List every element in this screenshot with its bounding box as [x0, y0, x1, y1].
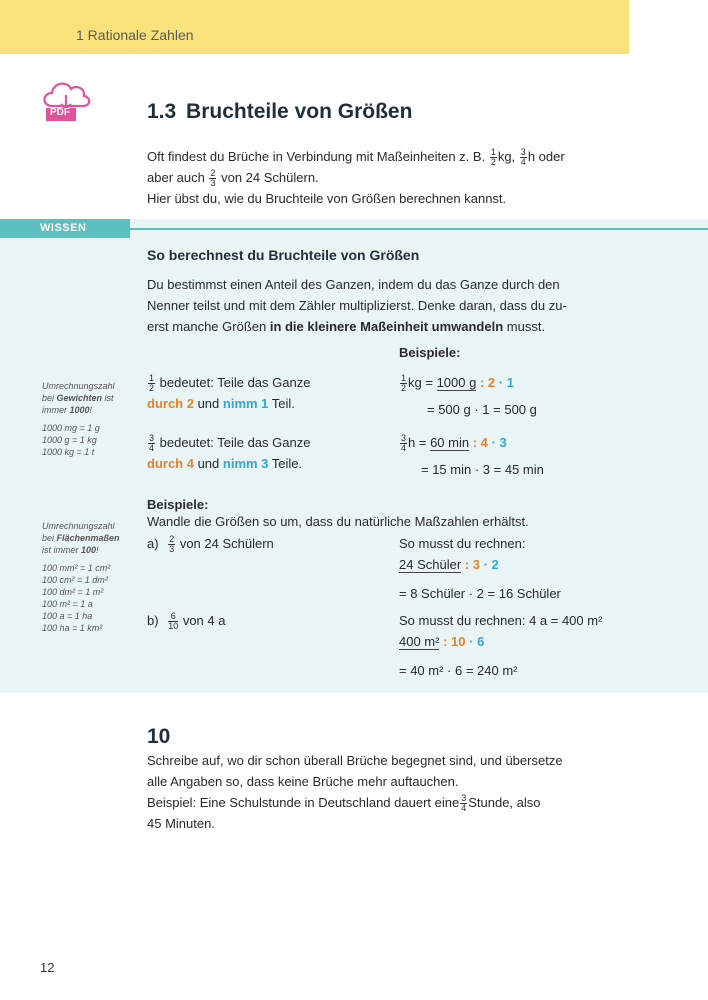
example-kg: $\frac{1}{2}$ kg = 1000 g : 2 · 1 = 500 g · 1 = 500 g: [401, 373, 537, 418]
task-b-calc: So musst du rechnen: 4 a = 400 m² 400 m² : 10 · 6 = 40 m² · 6 = 240 m²: [399, 613, 603, 678]
task-b: b) $\frac{6}{10}$ von 4 a: [147, 611, 226, 632]
task-intro: Wandle die Größen so um, dass du natürliche Maßzahlen erhältst.: [147, 514, 529, 529]
fraction: $\frac{2}{3}$: [210, 168, 216, 189]
fraction: $\frac{3}{4}$: [520, 147, 526, 168]
intro-paragraph: Oft findest du Brüche in Verbindung mit Maßeinheiten z. B. $\frac{1}{2}$ kg, $\frac{3}{4}$ h oder aber auch $\frac{2}{3}$ von 24 Schülern. Hier übst du, wie du Bruchteile von Größen berechnen kannst.: [147, 147, 565, 207]
side-note-areas: Umrechnungszahl bei Flächenmaßen ist immer 100! 100 mm² = 1 cm² 100 cm² = 1 dm² 100 dm² = 1 m² 100 m² = 1 a 100 a = 1 ha 100 ha = 1 km²: [42, 521, 120, 633]
fraction: $\frac{1}{2}$: [490, 147, 496, 168]
wissen-title: So berechnest du Bruchteile von Größen: [147, 247, 420, 263]
beispiele-label: Beispiele:: [399, 345, 461, 360]
rule-three-quarters: $\frac{3}{4}$ bedeutet: Teile das Ganze durch 4 und nimm 3 Teile.: [147, 433, 311, 472]
task-a: a) $\frac{2}{3}$ von 24 Schülern: [147, 534, 274, 555]
beispiele2-label: Beispiele:: [147, 497, 209, 512]
wissen-divider: [130, 228, 708, 230]
task-a-calc: So musst du rechnen: 24 Schüler : 3 · 2 = 8 Schüler · 2 = 16 Schüler: [399, 536, 561, 601]
wissen-label: WISSEN: [40, 222, 87, 234]
example-h: $\frac{3}{4}$ h = 60 min : 4 · 3 = 15 min · 3 = 45 min: [401, 433, 544, 478]
rule-half: $\frac{1}{2}$ bedeutet: Teile das Ganze durch 2 und nimm 1 Teil.: [147, 373, 311, 412]
section-title: [147, 100, 412, 124]
side-note-weights: Umrechnungszahl bei Gewichten ist immer 1000! 1000 mg = 1 g 1000 g = 1 kg 1000 kg = 1 t: [42, 381, 115, 457]
intro-text: Oft findest du Brüche in Verbindung mit Maßeinheiten z. B.: [147, 149, 486, 164]
page-number: 12: [40, 960, 55, 975]
exercise-number: 10: [147, 725, 171, 748]
exercise-text: Schreibe auf, wo dir schon überall Brüche begegnet sind, und übersetze alle Angaben so, dass keine Brüche mehr auftauchen. Beispiel: Eine Schulstunde in Deutschland dauert eine $\frac{3}{4}$ Stunde, also 45 Minuten.: [147, 753, 563, 832]
section-title-text: Bruchteile von Größen: [186, 100, 413, 123]
wissen-text: Du bestimmst einen Anteil des Ganzen, indem du das Ganze durch den Nenner teilst und mit dem Zähler multiplizierst. Denke daran, dass du zu- erst manche Größen in die kleinere Maßeinheit umwandeln musst.: [147, 277, 567, 334]
section-number: 1.3: [147, 100, 177, 123]
chapter-title: 1 Rationale Zahlen: [76, 27, 194, 43]
pdf-label: PDF: [50, 107, 70, 118]
